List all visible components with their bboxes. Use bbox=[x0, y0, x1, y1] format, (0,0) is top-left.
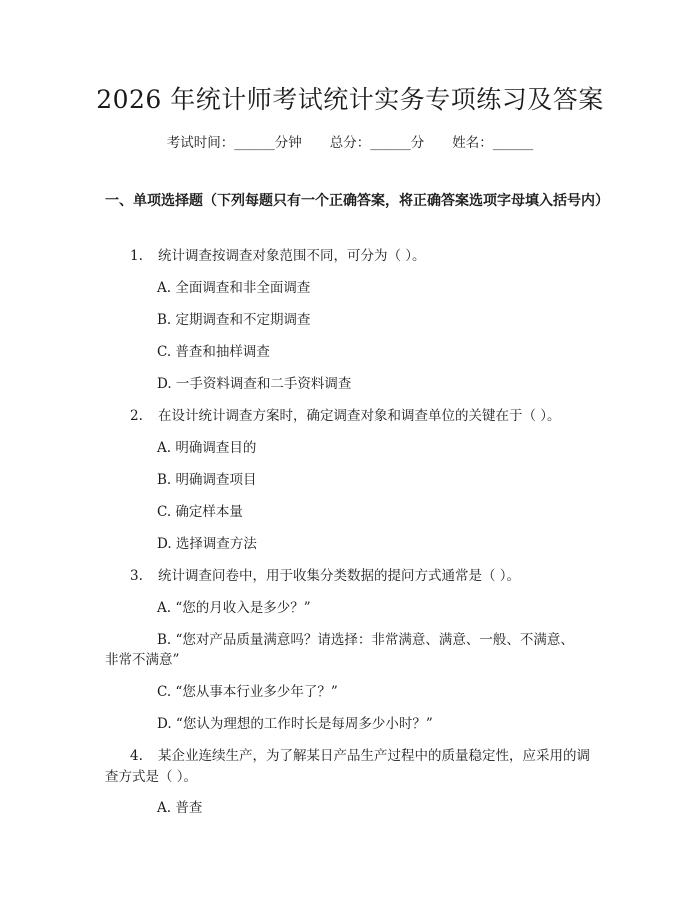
option-a: A. “您的月收入是多少？” bbox=[157, 600, 311, 616]
question-text: 统计调查按调查对象范围不同，可分为（ ）。 bbox=[158, 248, 426, 264]
option-b: B. 明确调查项目 bbox=[157, 472, 257, 488]
student-name-field: 姓名：______ bbox=[452, 135, 534, 151]
question-2 bbox=[130, 404, 561, 424]
option-d: D. 一手资料调查和二手资料调查 bbox=[157, 376, 352, 392]
page-title: 2026 年统计师考试统计实务专项练习及答案 bbox=[96, 85, 604, 114]
option-c: C. 确定样本量 bbox=[157, 504, 243, 520]
exam-meta bbox=[0, 131, 700, 151]
option-a: A. 全面调查和非全面调查 bbox=[157, 280, 311, 296]
option-b: B. “您对产品质量满意吗？请选择：非常满意、满意、一般、不满意、 bbox=[157, 632, 574, 648]
question-text: 在设计统计调查方案时，确定调查对象和调查单位的关键在于（ ）。 bbox=[158, 408, 561, 424]
question-4 bbox=[130, 744, 590, 764]
question-text-continued: 查方式是（ ）。 bbox=[105, 769, 198, 785]
option-c: C. 普查和抽样调查 bbox=[157, 344, 270, 360]
option-b-continued: 非常不满意” bbox=[105, 652, 180, 668]
section-heading: 一、单项选择题（下列每题只有一个正确答案，将正确答案选项字母填入括号内） bbox=[105, 193, 609, 209]
total-score-field: 总分：______分 bbox=[329, 135, 425, 151]
question-text: 统计调查问卷中，用于收集分类数据的提问方式通常是（ ）。 bbox=[158, 568, 521, 584]
option-c: C. “您从事本行业多少年了？” bbox=[157, 684, 338, 700]
question-number: 3. bbox=[130, 568, 143, 584]
question-3 bbox=[130, 564, 520, 584]
question-text: 某企业连续生产，为了解某日产品生产过程中的质量稳定性，应采用的调 bbox=[158, 748, 590, 764]
question-number: 2. bbox=[130, 408, 143, 424]
option-d: D. “您认为理想的工作时长是每周多少小时？” bbox=[157, 716, 433, 732]
option-b: B. 定期调查和不定期调查 bbox=[157, 312, 311, 328]
question-number: 1. bbox=[130, 248, 143, 264]
exam-time-field: 考试时间：______分钟 bbox=[166, 135, 302, 151]
question-1 bbox=[130, 244, 426, 264]
option-a: A. 普查 bbox=[157, 800, 203, 816]
option-a: A. 明确调查目的 bbox=[157, 440, 257, 456]
option-d: D. 选择调查方法 bbox=[157, 536, 257, 552]
question-number: 4. bbox=[130, 748, 143, 764]
